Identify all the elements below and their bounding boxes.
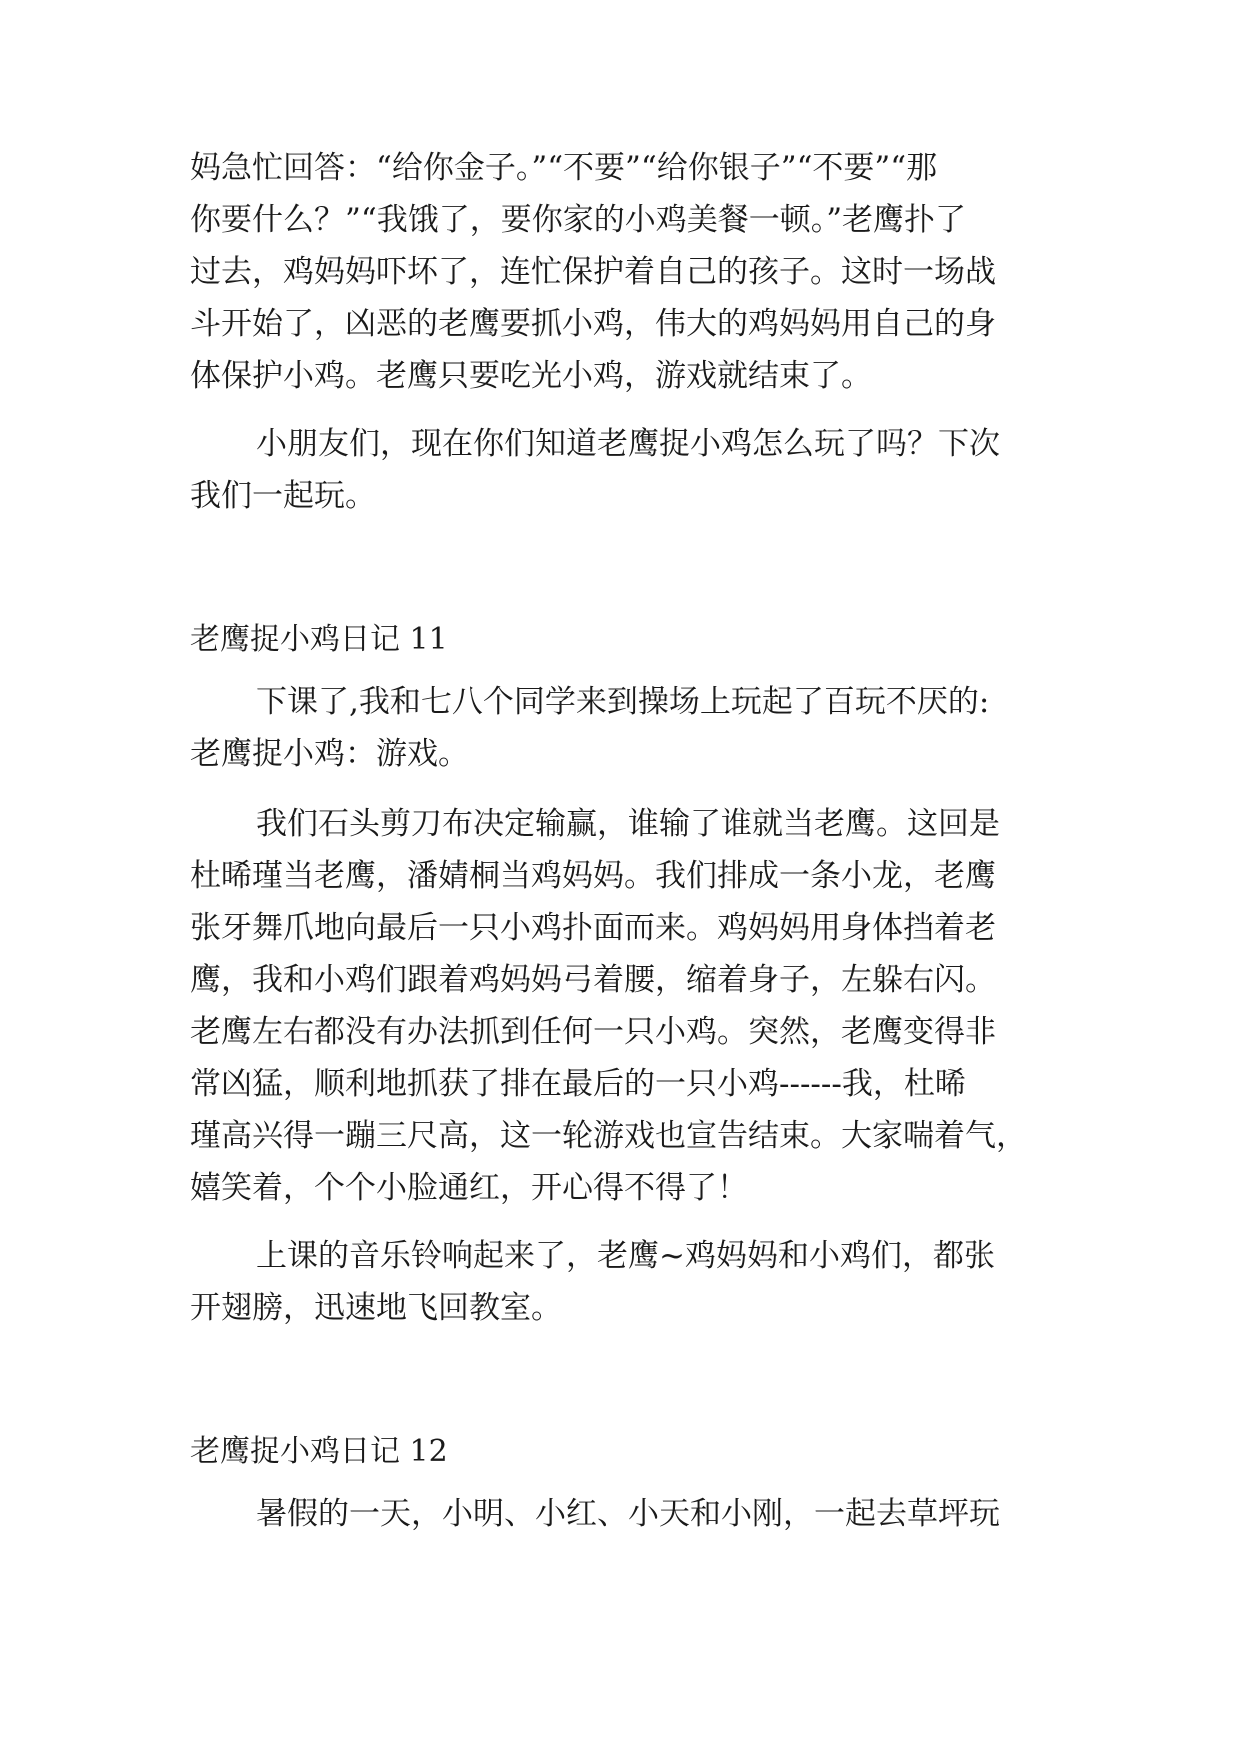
text-line: 瑾高兴得一蹦三尺高，这一轮游戏也宣告结束。大家喘着气，: [190, 1118, 1027, 1154]
section-heading: 老鹰捉小鸡日记 11: [190, 622, 448, 657]
text-line: 我们一起玩。: [190, 478, 376, 514]
text-line: 下课了,我和七八个同学来到操场上玩起了百玩不厌的:: [256, 684, 990, 720]
text-line: 斗开始了，凶恶的老鹰要抓小鸡，伟大的鸡妈妈用自己的身: [190, 306, 996, 342]
text-line: 老鹰捉小鸡：游戏。: [190, 736, 469, 772]
text-line: 体保护小鸡。老鹰只要吃光小鸡，游戏就结束了。: [190, 358, 872, 394]
text-line: 暑假的一天，小明、小红、小天和小刚，一起去草坪玩: [256, 1496, 1000, 1532]
text-line: 张牙舞爪地向最后一只小鸡扑面而来。鸡妈妈用身体挡着老: [190, 910, 996, 946]
text-line: 我们石头剪刀布决定输赢，谁输了谁就当老鹰。这回是: [256, 806, 1000, 842]
text-line: 老鹰左右都没有办法抓到任何一只小鸡。突然，老鹰变得非: [190, 1014, 996, 1050]
text-line: 嬉笑着，个个小脸通红，开心得不得了！: [190, 1170, 748, 1206]
text-line: 鹰，我和小鸡们跟着鸡妈妈弓着腰，缩着身子，左躲右闪。: [190, 962, 996, 998]
text-line: 过去，鸡妈妈吓坏了，连忙保护着自己的孩子。这时一场战: [190, 254, 996, 290]
text-line: 开翅膀，迅速地飞回教室。: [190, 1290, 562, 1326]
text-line: 妈急忙回答：“给你金子。”“不要”“给你银子”“不要”“那: [190, 150, 938, 186]
section-heading: 老鹰捉小鸡日记 12: [190, 1434, 448, 1469]
text-line: 杜晞瑾当老鹰，潘婧桐当鸡妈妈。我们排成一条小龙，老鹰: [190, 858, 996, 894]
text-line: 你要什么？”“我饿了，要你家的小鸡美餐一顿。”老鹰扑了: [190, 202, 967, 238]
text-line: 常凶猛，顺利地抓获了排在最后的一只小鸡------我，杜晞: [190, 1066, 966, 1102]
text-line: 上课的音乐铃响起来了，老鹰~鸡妈妈和小鸡们，都张: [256, 1238, 995, 1274]
text-line: 小朋友们，现在你们知道老鹰捉小鸡怎么玩了吗？下次: [256, 426, 1000, 462]
